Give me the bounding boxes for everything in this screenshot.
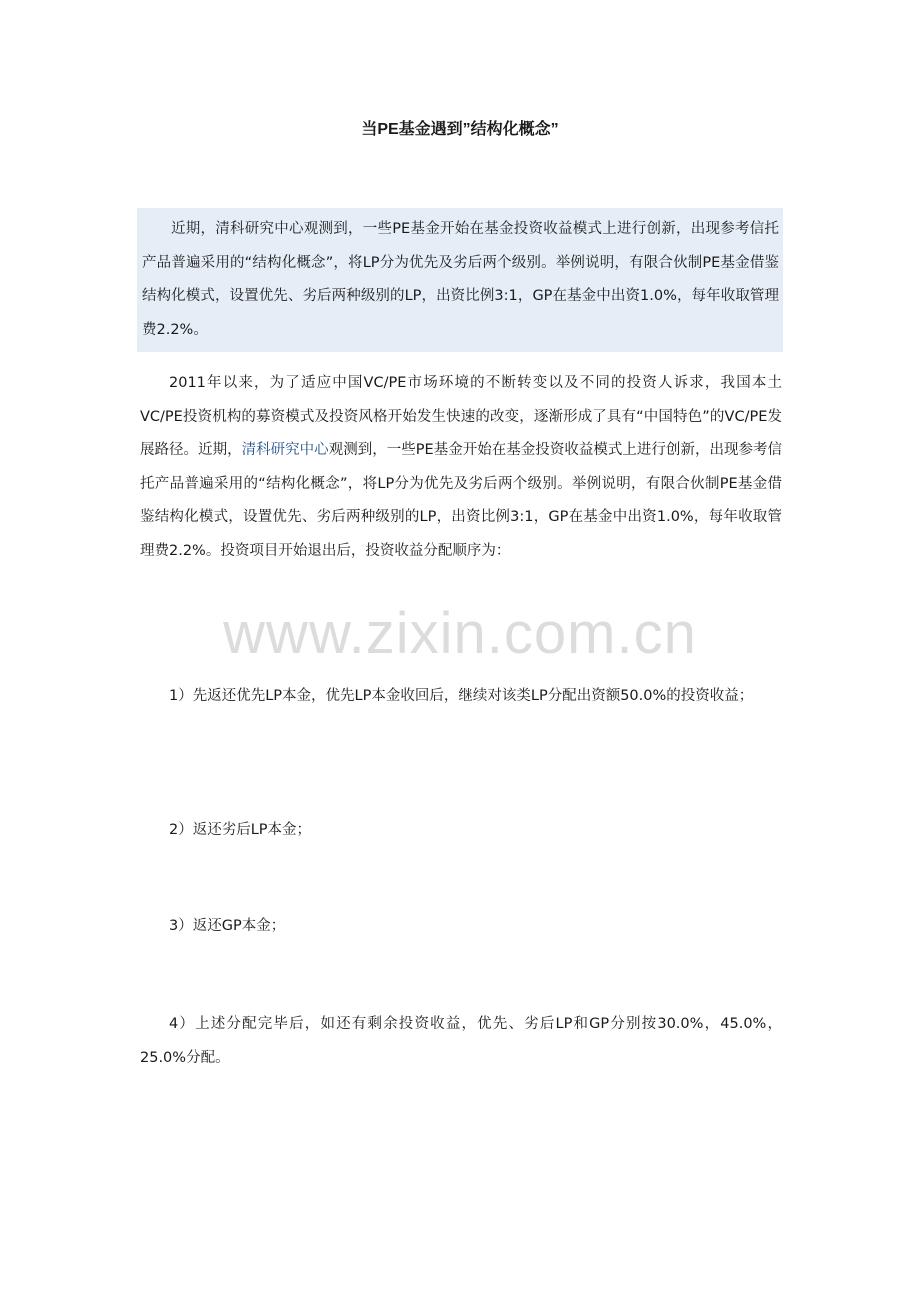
step-text: 3）返还GP本金； <box>169 918 286 934</box>
para1-after: 观测到，一些PE基金开始在基金投资收益模式上进行创新，出现参考信托产品普遍采用的“结构化概念”，将LP分为优先及劣后两个级别。举例说明，有限合伙制PE基金借鉴结构化模式，设置优先、劣后两种级别的LP，出资比例3:1，GP在基金中出资1.0%，每年收取管理费2.2%。投资项目开始退出后，投资收益分配顺序为： <box>140 442 783 559</box>
summary-box <box>137 208 783 352</box>
distribution-step-3 <box>140 910 782 944</box>
qingke-research-link[interactable]: 清科研究中心 <box>241 442 329 458</box>
body-paragraph-text <box>140 367 782 568</box>
watermark: www.zixin.com.cn <box>223 601 697 666</box>
para1-before: 2011年以来，为了适应中国VC/PE市场环境的不断转变以及不同的投资人诉求，我国本土VC/PE投资机构的募资模式及投资风格开始发生快速的改变，逐渐形成了具有“中国特色”的VC/PE发展路径。近期， <box>140 375 782 458</box>
document-title: 当PE基金遇到”结构化概念” <box>361 121 559 138</box>
distribution-step-1 <box>140 680 782 714</box>
step-text: 4）上述分配完毕后，如还有剩余投资收益，优先、劣后LP和GP分别按30.0%，45.0%，25.0%分配。 <box>140 1016 782 1066</box>
distribution-step-4 <box>140 1008 782 1075</box>
distribution-step-2 <box>140 814 782 848</box>
step-text: 2）返还劣后LP本金； <box>169 822 312 838</box>
step-text: 1）先返还优先LP本金，优先LP本金收回后，继续对该类LP分配出资额50.0%的投资收益； <box>169 688 754 704</box>
summary-paragraph: 近期，清科研究中心观测到，一些PE基金开始在基金投资收益模式上进行创新，出现参考信托产品普遍采用的“结构化概念”，将LP分为优先及劣后两个级别。举例说明，有限合伙制PE基金借鉴结构化模式，设置优先、劣后两种级别的LP，出资比例3:1，GP在基金中出资1.0%，每年收取管理费2.2%。 <box>142 221 779 338</box>
body-paragraph <box>140 367 782 568</box>
